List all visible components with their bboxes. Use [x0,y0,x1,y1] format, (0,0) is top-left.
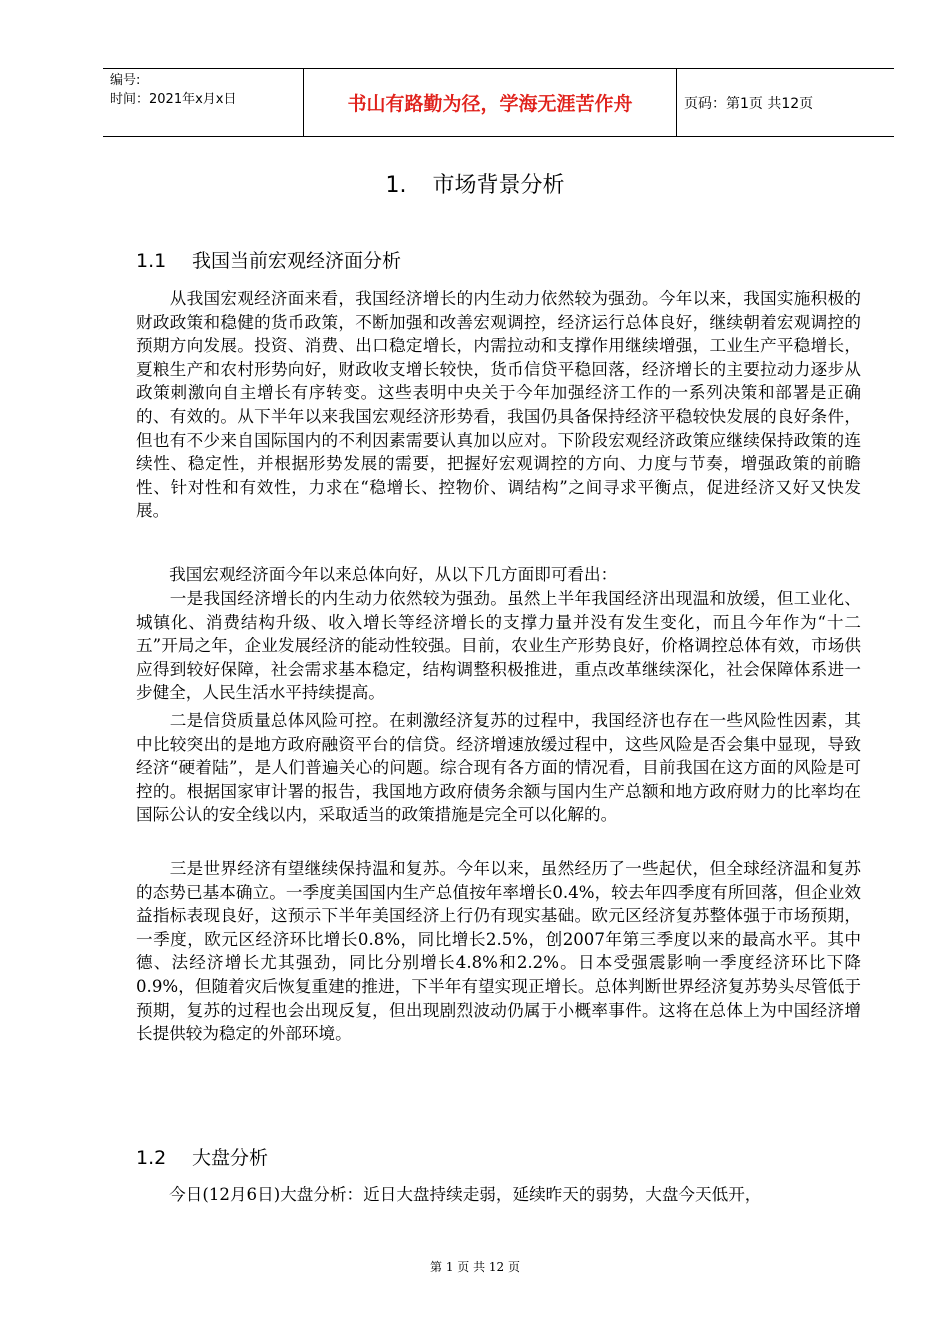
page-footer: 第 1 页 共 12 页 [430,1260,520,1274]
body-paragraph: 今日(12月6日)大盘分析：近日大盘持续走弱，延续昨天的弱势，大盘今天低开， [136,1185,762,1204]
section-heading-1-1 [136,247,401,275]
body-paragraph: 一是我国经济增长的内生动力依然较为强劲。虽然上半年我国经济出现温和放缓，但工业化、城镇化、消费结构升级、收入增长等经济增长的支撑力量并没有发生变化，而且今年作为“十二五”开局之年，企业发展经济的能动性较强。目前，农业生产形势良好，价格调控总体有效，市场供应得到较好保障，社会需求基本稳定，结构调整积极推进，重点改革继续深化，社会保障体系进一步健全，人民生活水平持续提高。 [136,589,861,703]
body-paragraph: 三是世界经济有望继续保持温和复苏。今年以来，虽然经历了一些起伏，但全球经济温和复苏的态势已基本确立。一季度美国国内生产总值按年率增长0.4%，较去年四季度有所回落，但企业效益指标表现良好，这预示下半年美国经济上行仍有现实基础。欧元区经济复苏整体强于市场预期，一季度，欧元区经济环比增长0.8%，同比增长2.5%，创2007年第三季度以来的最高水平。其中德、法经济增长尤其强劲，同比分别增长4.8%和2.2%。日本受强震影响一季度经济环比下降0.9%，但随着灾后恢复重建的推进，下半年有望实现正增长。总体判断世界经济复苏势头尽管低于预期，复苏的过程也会出现反复，但出现剧烈波动仍属于小概率事件。这将在总体上为中国经济增长提供较为稳定的外部环境。 [136,859,861,1044]
section-number: 1.1 [136,250,167,272]
body-paragraph: 从我国宏观经济面来看，我国经济增长的内生动力依然较为强劲。今年以来，我国实施积极的财政政策和稳健的货币政策，不断加强和改善宏观调控，经济运行总体良好，继续朝着宏观调控的预期方向发展。投资、消费、出口稳定增长，内需拉动和支撑作用继续增强，工业生产平稳增长，夏粮生产和农村形势向好，财政收支增长较快，货币信贷平稳回落，经济增长的主要拉动力逐步从政策刺激向自主增长有序转变。这些表明中央关于今年加强经济工作的一系列决策和部署是正确的、有效的。从下半年以来我国宏观经济形势看，我国仍具备保持经济平稳较快发展的良好条件，但也有不少来自国际国内的不利因素需要认真加以应对。下阶段宏观经济政策应继续保持政策的连续性、稳定性，并根据形势发展的需要，把握好宏观调控的方向、力度与节奏，增强政策的前瞻性、针对性和有效性，力求在“稳增长、控物价、调结构”之间寻求平衡点，促进经济又好又快发展。 [136,289,861,521]
document-header [103,68,894,137]
chapter-title-text: 市场背景分析 [432,173,565,198]
body-paragraph: 二是信贷质量总体风险可控。在刺激经济复苏的过程中，我国经济也存在一些风险性因素，其中比较突出的是地方政府融资平台的信贷。经济增速放缓过程中，这些风险是否会集中显现，导致经济“硬着陆”，是人们普遍关心的问题。综合现有各方面的情况看，目前我国在这方面的风险是可控的。根据国家审计署的报告，我国地方政府债务余额与国内生产总额和地方政府财力的比率均在国际公认的安全线以内，采取适当的政策措施是完全可以化解的。 [136,711,861,825]
header-page-code: 页码：第1页 共12页 [684,95,814,112]
document-time-label: 时间：2021年x月x日 [110,92,237,107]
document-number-label: 编号: [110,73,141,88]
section-heading-1-2 [136,1144,268,1172]
chapter-number: 1. [385,173,407,198]
section-number: 1.2 [136,1147,167,1169]
section-title: 我国当前宏观经济面分析 [192,250,402,272]
header-info-cell [103,69,304,136]
chapter-title [0,170,950,202]
body-paragraph: 我国宏观经济面今年以来总体向好，从以下几方面即可看出： [136,565,618,584]
header-motto: 书山有路勤为径，学海无涯苦作舟 [304,69,677,136]
section-title: 大盘分析 [192,1147,269,1169]
